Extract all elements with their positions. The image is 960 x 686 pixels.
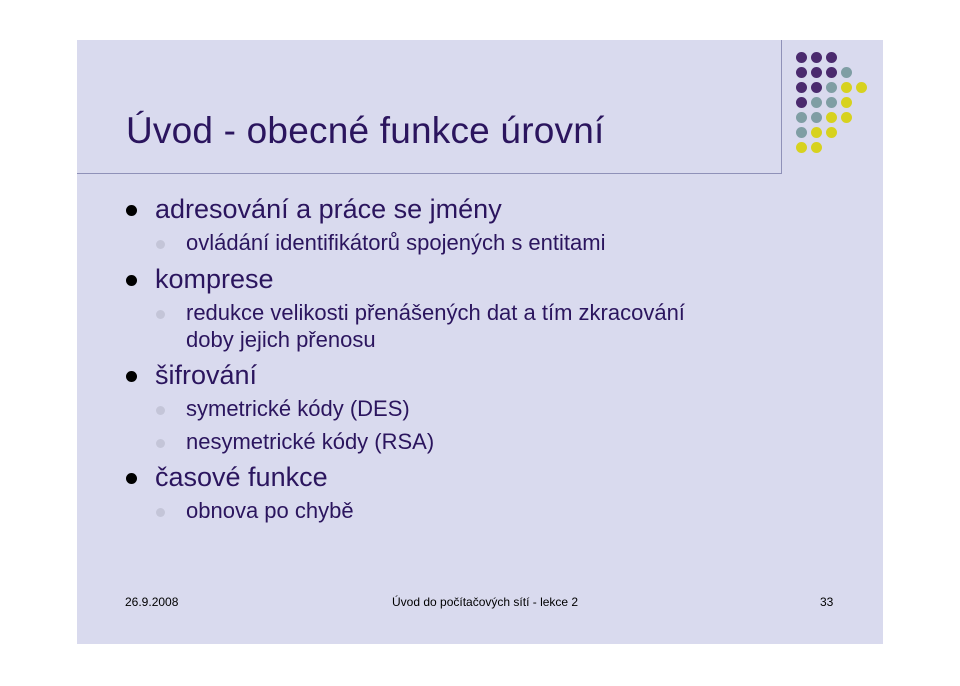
sub-bullet-text: obnova po chybě — [186, 498, 354, 523]
bullet-text: časové funkce — [155, 462, 328, 492]
decorative-dot — [796, 82, 807, 93]
decorative-dot — [841, 112, 852, 123]
decorative-dot — [811, 52, 822, 63]
bullet-icon — [126, 275, 137, 286]
bullet-icon — [126, 473, 137, 484]
decorative-dot — [841, 67, 852, 78]
decorative-dot — [796, 67, 807, 78]
decorative-dot — [856, 82, 867, 93]
sub-bullet-text: redukce velikosti přenášených dat a tím zkracování — [186, 300, 685, 325]
bullet-icon — [126, 205, 137, 216]
decorative-dot — [796, 97, 807, 108]
decorative-dot — [796, 127, 807, 138]
decorative-dot — [826, 52, 837, 63]
decorative-dot — [826, 112, 837, 123]
decorative-dot — [796, 52, 807, 63]
decorative-dot — [796, 142, 807, 153]
decorative-dot — [826, 97, 837, 108]
sub-bullet-text-continuation: doby jejich přenosu — [186, 327, 376, 352]
decorative-dot — [826, 82, 837, 93]
sub-bullet-text: symetrické kódy (DES) — [186, 396, 410, 421]
bullet-icon — [126, 371, 137, 382]
bullet-text: adresování a práce se jmény — [155, 194, 502, 224]
decorative-dot — [796, 112, 807, 123]
decorative-vertical-line — [781, 40, 782, 173]
sub-bullet-icon — [156, 240, 165, 249]
sub-bullet-icon — [156, 508, 165, 517]
footer-title: Úvod do počítačových sítí - lekce 2 — [392, 595, 579, 609]
slide-title: Úvod - obecné funkce úrovní — [126, 110, 605, 151]
page-number: 33 — [820, 595, 834, 609]
bullet-text: šifrování — [155, 360, 258, 390]
decorative-dot — [811, 97, 822, 108]
decorative-dot — [811, 127, 822, 138]
decorative-dot — [811, 112, 822, 123]
sub-bullet-icon — [156, 406, 165, 415]
decorative-horizontal-line — [77, 173, 782, 174]
decorative-dot — [811, 82, 822, 93]
decorative-dot — [826, 67, 837, 78]
footer-date: 26.9.2008 — [125, 595, 179, 609]
sub-bullet-text: nesymetrické kódy (RSA) — [186, 429, 435, 454]
decorative-dot — [811, 142, 822, 153]
sub-bullet-icon — [156, 439, 165, 448]
decorative-dot-grid — [796, 52, 876, 156]
sub-bullet-icon — [156, 310, 165, 319]
bullet-text: komprese — [155, 264, 274, 294]
decorative-dot — [826, 127, 837, 138]
sub-bullet-text: ovládání identifikátorů spojených s entitami — [186, 230, 606, 255]
decorative-dot — [841, 82, 852, 93]
decorative-dot — [811, 67, 822, 78]
decorative-dot — [841, 97, 852, 108]
